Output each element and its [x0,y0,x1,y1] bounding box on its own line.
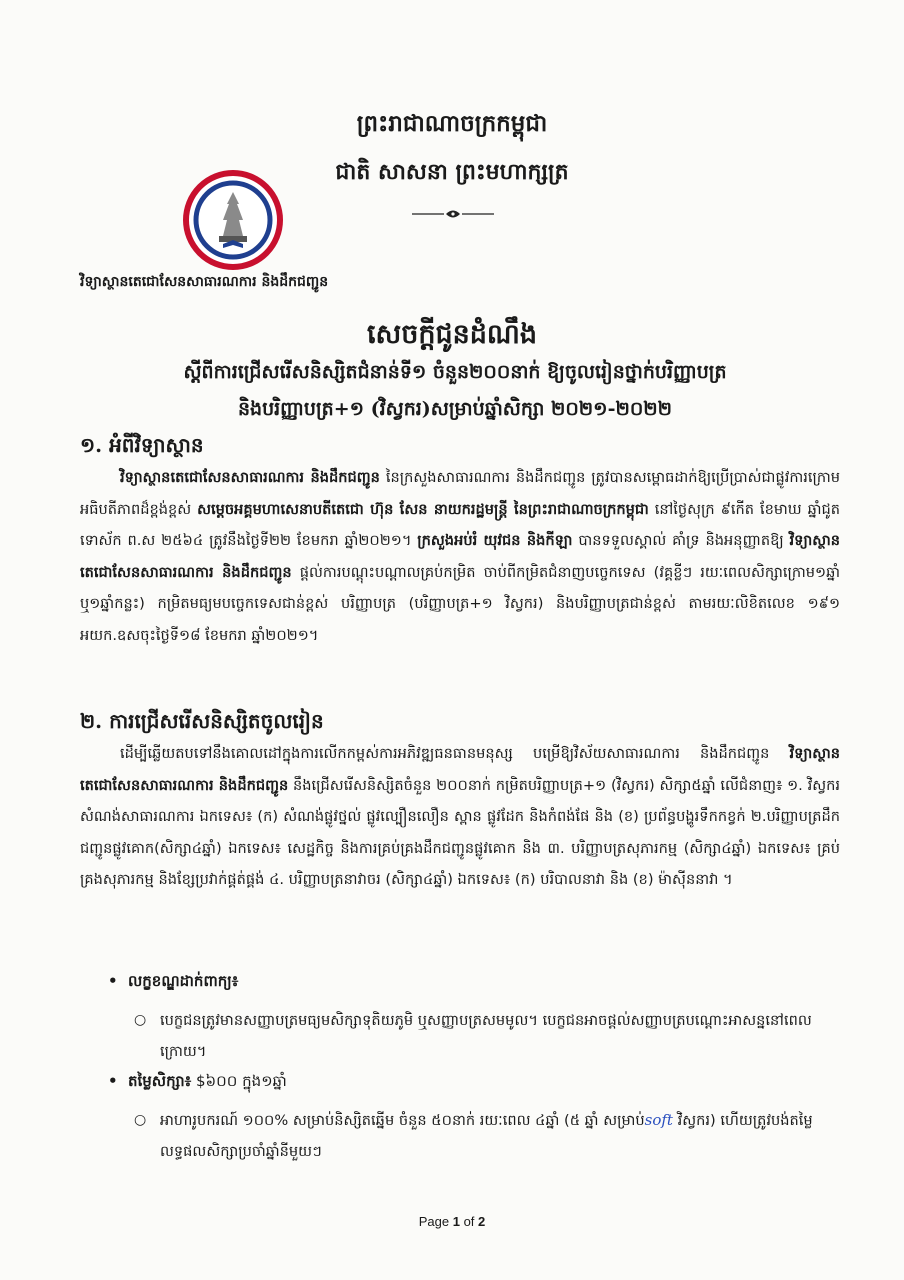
institute-logo [183,170,283,270]
page-word: Page [418,1214,450,1229]
ornament-divider-icon [410,206,496,222]
paragraph-text: បានទទួលស្គាល់ គាំទ្រ និងអនុញ្ញាតឱ្យ [572,532,790,549]
scholarship-item [134,1105,840,1167]
institute-name-bold: វិទ្យាស្ថានតេជោសែនសាធារណការ និងដឹកជញ្ជូន [120,469,380,486]
requirements-bullet [108,972,238,994]
institute-name: វិទ្យាស្ថានតេជោសែនសាធារណការ និងដឹកជញ្ជូន [80,274,329,290]
requirements-label: លក្ខខណ្ឌដាក់ពាក្យ៖ [128,972,239,990]
section-2-paragraph [80,738,840,896]
tuition-amount: $៦០០ ក្នុង១ឆ្នាំ [191,1072,287,1090]
institute-name-bold: វិទ្យាស្ថានតេជោសែនសាធារណការ និងដឹកជញ្ជូន [80,745,840,794]
paragraph-text: ដើម្បីឆ្លើយតបទៅនឹងគោលដៅក្នុងការលើកកម្ពស់ការអភិវឌ្ឍធនធានមនុស្ស បម្រើឱ្យវិស័យសាធារណការ និងដឹកជញ្ជូន [120,745,790,762]
national-motto: ជាតិ សាសនា ព្រះមហាក្សត្រ [335,159,569,185]
subtitle-line-2: និងបរិញ្ញាបត្រ+១ (វិស្វករ)សម្រាប់ឆ្នាំសិក្សា ២០២១-២០២២ [237,398,673,420]
tuition-label: តម្លៃសិក្សា៖ [128,1072,192,1090]
bullet-icon: • [108,1072,118,1090]
prime-minister-name: សម្តេចអគ្គមហាសេនាបតីតេជោ ហ៊ុន សែន នាយករដ្ឋមន្ត្រី នៃព្រះរាជាណាចក្រកម្ពុជា [197,500,649,518]
tuition-bullet [108,1072,287,1094]
paragraph-text: នឹងជ្រើសរើសនិស្សិតចំនួន ២០០នាក់ កម្រិតបរិញ្ញាបត្រ+១ (វិស្វករ) សិក្សា៥ឆ្នាំ លើជំនាញ៖ ១. វិស្វករសំណង់សាធារណការ ឯកទេស៖ (ក) សំណង់ផ្លូវថ្នល់ ផ្លូវល្បឿនលឿន ស្ពាន ផ្លូវដែក និងកំពង់ផែ និង (ខ) ប្រព័ន្ធបង្ហូរទឹកកខ្វក់ ២.បរិញ្ញាបត្រដឹកជញ្ជូនផ្លូវគោក(សិក្សា៤ឆ្នាំ) ឯកទេស៖ សេដ្ឋកិច្ច និងការគ្រប់គ្រងដឹកជញ្ជូនផ្លូវគោក និង ៣. បរិញ្ញាបត្រសុភារកម្ម (សិក្សា៤ឆ្នាំ) ឯកទេស៖ គ្រប់គ្រងសុភារកម្ម និងខ្សែប្រវាក់ផ្គត់ផ្គង់ ៤. បរិញ្ញាបត្រនាវាចរ (សិក្សា៤ឆ្នាំ) ឯកទេស៖ (ក) បរិបាលនាវា និង (ខ) ម៉ាស៊ីននាវា ។ [80,776,840,888]
subtitle-line-1: ស្តីពីការជ្រើសរើសនិស្សិតជំនាន់ទី១ ចំនួន២០០នាក់ ឱ្យចូលរៀនថ្នាក់បរិញ្ញាបត្រ [183,361,727,383]
requirements-item [134,1005,840,1067]
circle-bullet-icon: ○ [134,1012,147,1028]
requirements-text: បេក្ខជនត្រូវមានសញ្ញាបត្រមធ្យមសិក្សាទុតិយភូមិ ឬសញ្ញាបត្រសមមូល។ បេក្ខជនអាចផ្តល់សញ្ញាបត្របណ្តោះអាសន្ននៅពេលក្រោយ។ [160,1012,812,1060]
kingdom-heading: ព្រះរាជាណាចក្រកម្ពុជា [356,110,548,137]
scholarship-text: វិស្វករ) ហើយត្រូវបង់តម្លៃលទ្ធផលសិក្សាប្រចាំឆ្នាំនីមួយៗ [160,1112,813,1160]
bullet-icon: • [108,972,118,990]
paragraph-text: នៅថ្ងៃសុក្រ ៩កើត ខែមាឃ ឆ្នាំជូត ទោស័ក ព.ស ២៥៦៤ ត្រូវនឹងថ្ងៃទី២២ ខែមករា ឆ្នាំ២០២១។ [80,500,840,549]
document-title: សេចក្តីជូនដំណឹង [366,319,538,350]
section-2-heading: ២. ការជ្រើសរើសនិស្សិតចូលរៀន [80,709,324,733]
page-footer [0,1214,904,1229]
institute-name-bold: វិទ្យាស្ថានតេជោសែនសាធារណការ និងដឹកជញ្ជូន [80,532,840,581]
paragraph-text: ផ្តល់ការបណ្តុះបណ្តាលគ្រប់កម្រិត ចាប់ពីកម្រិតជំនាញបច្ចេកទេស (វគ្គខ្លីៗ រយៈពេលសិក្សាក្រោម១ឆ្នាំ ឬ១ឆ្នាំកន្លះ) កម្រិតមធ្យមបច្ចេកទេសជាន់ខ្ពស់ បរិញ្ញាបត្រ (បរិញ្ញាបត្រ+១ វិស្វករ) និងបរិញ្ញាបត្រជាន់ខ្ពស់ តាមរយៈលិខិតលេខ ១៩១ អយក.ឧសចុះថ្ងៃទី១៨ ខែមករា ឆ្នាំ២០២១។ [80,563,840,644]
section-1-paragraph [80,462,840,651]
circle-bullet-icon: ○ [134,1112,147,1128]
page-number: 1 [452,1214,460,1229]
handwritten-annotation: soft [644,1111,673,1129]
section-1-heading: ១. អំពីវិទ្យាស្ថាន [80,433,204,457]
of-word: of [463,1214,475,1229]
scholarship-text: អាហារូបករណ៍ ១០០% សម្រាប់និស្សិតឆ្នើម ចំនួន ៥០នាក់ រយៈពេល ៤ឆ្នាំ (៥ ឆ្នាំ សម្រាប់ [160,1112,645,1129]
page-total: 2 [478,1214,486,1229]
ministry-name: ក្រសួងអប់រំ យុវជន និងកីឡា [417,532,573,549]
paragraph-text: នៃក្រសួងសាធារណការ និងដឹកជញ្ជូន ត្រូវបានសម្ពោធដាក់ឱ្យប្រើប្រាស់ជាផ្លូវការក្រោមអធិបតីភាពដ៏ខ្ពង់ខ្ពស់ [80,469,840,518]
